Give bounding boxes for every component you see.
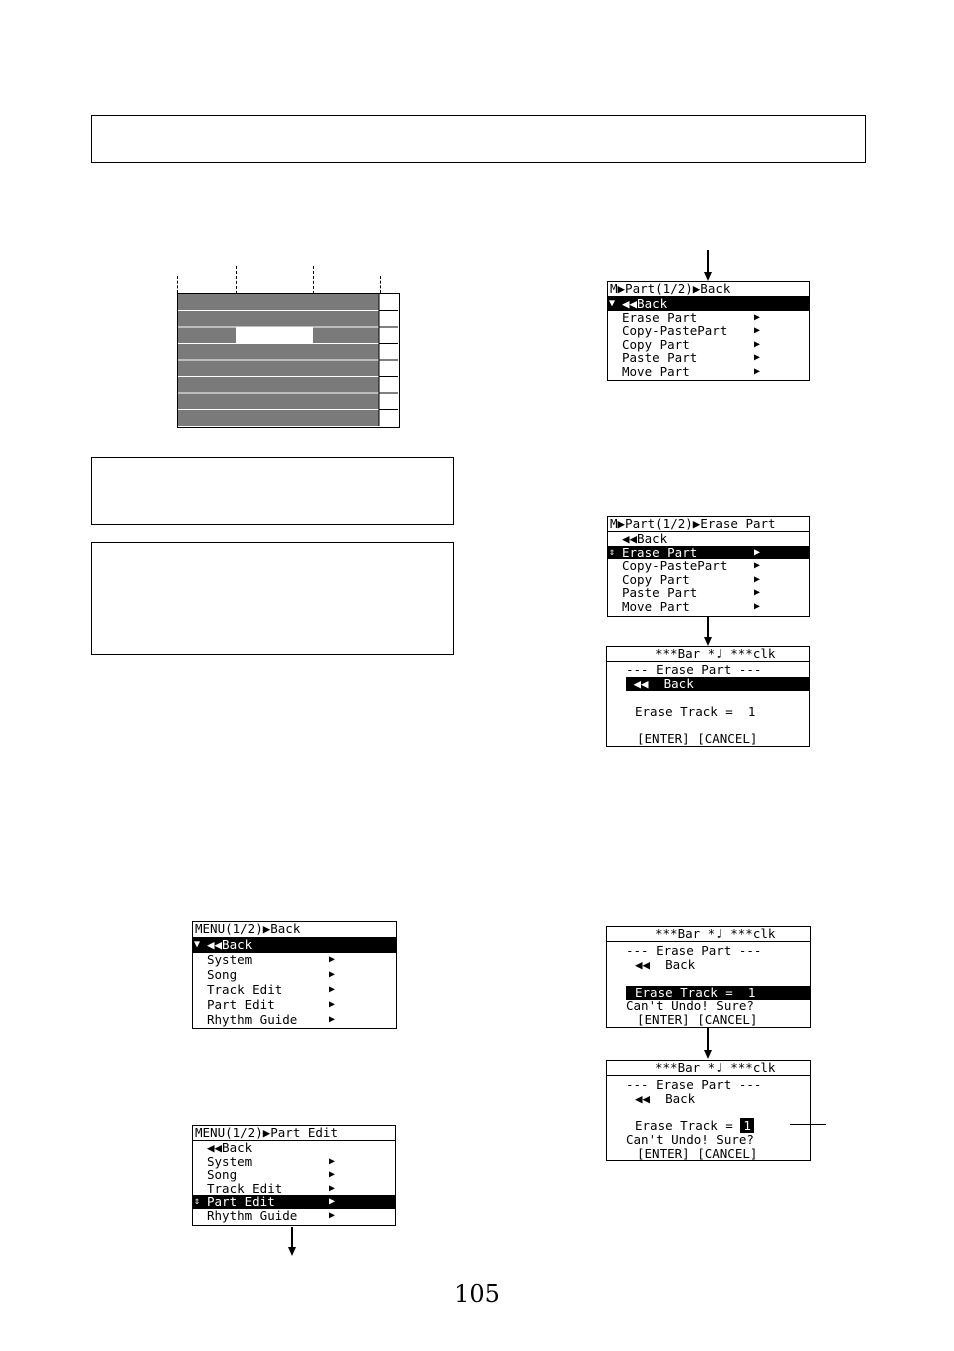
chevron-right-icon: ▶ <box>329 1169 336 1181</box>
callout-line <box>790 1124 826 1125</box>
track-diagram <box>177 293 400 428</box>
menu-item[interactable]: ▼ ◀◀Back <box>608 297 809 311</box>
lcd-header: ***Bar *♩ ***clk <box>607 1061 810 1076</box>
menu-item[interactable]: Copy Part ▶ <box>622 571 761 587</box>
lcd-header: ***Bar *♩ ***clk <box>607 927 810 942</box>
erase-track-field[interactable]: Erase Track = 1 <box>635 1119 810 1133</box>
confirm-text: Can't Undo! Sure? <box>626 998 754 1013</box>
lcd-header: MENU(1/2)▶Back <box>193 922 396 938</box>
chevron-right-icon: ▶ <box>329 984 336 995</box>
lcd-erase-part-2 <box>606 926 811 1028</box>
lcd-erase-part-1 <box>606 646 810 747</box>
track-value: 1 <box>747 704 756 719</box>
menu-item[interactable]: Move Part ▶ <box>622 598 761 614</box>
menu-item[interactable]: Paste Part ▶ <box>622 350 761 366</box>
menu-item[interactable]: Song ▶ <box>207 967 336 982</box>
flow-arrow-head <box>288 1247 296 1256</box>
dashed-marker <box>177 276 178 293</box>
menu-item[interactable]: Track Edit ▶ <box>207 1180 336 1196</box>
cursor-updown-icon: ⇕ <box>609 546 616 558</box>
cursor-down-icon: ▼ <box>609 298 616 309</box>
chevron-right-icon: ▶ <box>754 587 761 599</box>
track-value: 1 <box>747 985 756 1000</box>
dashed-marker <box>380 276 381 293</box>
menu-item[interactable]: ◀◀Back <box>207 1140 253 1155</box>
enter-cancel-buttons[interactable]: [ENTER] [CANCEL] <box>637 1012 758 1027</box>
menu-item[interactable]: Move Part ▶ <box>622 363 761 379</box>
chevron-right-icon: ▶ <box>329 999 336 1010</box>
menu-item[interactable]: Paste Part ▶ <box>622 585 761 601</box>
chevron-right-icon: ▶ <box>329 969 336 980</box>
lcd-title: --- Erase Part --- <box>626 1077 762 1092</box>
chevron-right-icon: ▶ <box>329 1182 336 1194</box>
back-item[interactable]: ◀◀ Back <box>635 957 696 972</box>
menu-item[interactable]: System ▶ <box>207 1153 336 1169</box>
enter-cancel-buttons[interactable]: [ENTER] [CANCEL] <box>637 1146 758 1161</box>
cursor-down-icon: ▼ <box>194 939 201 950</box>
chevron-right-icon: ▶ <box>754 365 761 377</box>
menu-item[interactable]: Copy Part ▶ <box>622 336 761 352</box>
chevron-right-icon: ▶ <box>329 1014 336 1025</box>
lcd-header: M▶Part(1/2)▶Erase Part <box>608 517 809 532</box>
menu-item[interactable]: ⇕ Part Edit ▶ <box>193 1195 395 1209</box>
lcd-menu-back <box>192 921 397 1029</box>
enter-cancel-buttons[interactable]: [ENTER] [CANCEL] <box>637 731 758 746</box>
chevron-right-icon: ▶ <box>329 1155 336 1167</box>
lcd-erase-part-3 <box>606 1060 811 1161</box>
erased-region <box>236 328 313 344</box>
chevron-right-icon: ▶ <box>754 338 761 350</box>
erase-track-field[interactable]: Erase Track = 1 <box>635 704 756 719</box>
lcd-part-erase <box>607 516 810 617</box>
menu-item[interactable]: Erase Part ▶ <box>622 309 761 325</box>
lcd-part-back <box>607 281 810 381</box>
track-grid <box>178 294 398 426</box>
note-box <box>91 457 454 525</box>
track-value: 1 <box>740 1118 754 1133</box>
lcd-header: MENU(1/2)▶Part Edit <box>193 1126 395 1141</box>
confirm-text: Can't Undo! Sure? <box>626 1132 754 1147</box>
back-item[interactable]: ◀◀ Back <box>626 677 809 691</box>
lcd-title: --- Erase Part --- <box>626 943 762 958</box>
flow-arrow <box>707 617 709 637</box>
chevron-right-icon: ▶ <box>754 546 761 558</box>
chevron-right-icon: ▶ <box>754 560 761 572</box>
chevron-right-icon: ▶ <box>754 352 761 364</box>
menu-item[interactable]: ◀◀Back <box>622 531 668 546</box>
note-box <box>91 542 454 655</box>
menu-item[interactable]: ▼ ◀◀Back <box>193 938 396 953</box>
flow-arrow-head <box>704 637 712 646</box>
cursor-updown-icon: ⇕ <box>194 1196 201 1208</box>
menu-item[interactable]: ⇕ Erase Part ▶ <box>608 546 809 560</box>
flow-arrow-head <box>704 1050 712 1059</box>
chevron-right-icon: ▶ <box>329 954 336 965</box>
erase-track-field[interactable]: Erase Track = 1 <box>626 986 810 1000</box>
lcd-header: ***Bar *♩ ***clk <box>607 647 809 662</box>
menu-item[interactable]: System ▶ <box>207 952 336 967</box>
menu-item[interactable]: Song ▶ <box>207 1167 336 1183</box>
chevron-right-icon: ▶ <box>329 1209 336 1221</box>
section-title-box <box>91 115 866 163</box>
back-item[interactable]: ◀◀ Back <box>635 1091 696 1106</box>
lcd-header: M▶Part(1/2)▶Back <box>608 282 809 297</box>
chevron-right-icon: ▶ <box>754 600 761 612</box>
chevron-right-icon: ▶ <box>754 573 761 585</box>
menu-item[interactable]: Track Edit ▶ <box>207 982 336 997</box>
chevron-right-icon: ▶ <box>754 325 761 337</box>
flow-arrow <box>707 1028 709 1050</box>
flow-arrow <box>291 1227 293 1247</box>
chevron-right-icon: ▶ <box>329 1196 336 1208</box>
lcd-title: --- Erase Part --- <box>626 662 762 677</box>
page-number: 105 <box>454 1280 500 1308</box>
menu-item[interactable]: Rhythm Guide ▶ <box>207 1012 336 1027</box>
menu-item[interactable]: Copy-PastePart ▶ <box>622 323 761 339</box>
lcd-menu-part-edit <box>192 1125 396 1226</box>
chevron-right-icon: ▶ <box>754 311 761 323</box>
flow-arrow <box>707 250 709 272</box>
flow-arrow-head <box>704 272 712 281</box>
menu-item[interactable]: Part Edit ▶ <box>207 997 336 1012</box>
menu-item[interactable]: Rhythm Guide ▶ <box>207 1207 336 1223</box>
menu-item[interactable]: Copy-PastePart ▶ <box>622 558 761 574</box>
